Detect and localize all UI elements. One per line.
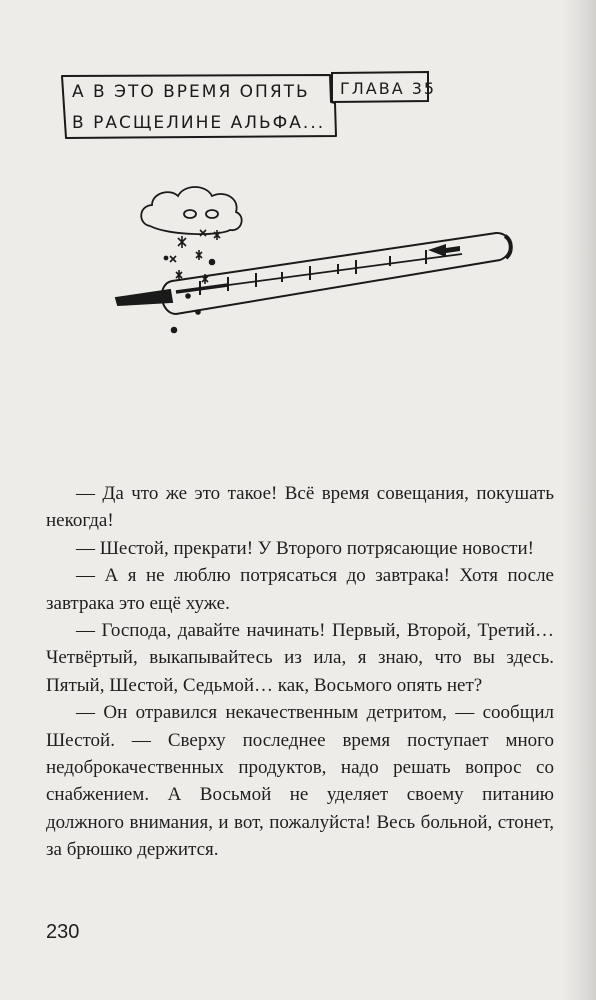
chapter-label: ГЛАВА 35: [340, 79, 437, 98]
caption-line-1: А В ЭТО ВРЕМЯ ОПЯТЬ: [72, 82, 310, 102]
caption-line-2: В РАСЩЕЛИНЕ АЛЬФА...: [72, 113, 326, 133]
thermometer-icon: [116, 233, 511, 314]
body-text: [46, 480, 554, 864]
paragraph: — А я не люблю потрясаться до завтрака! Хотя после завтрака это ещё хуже.: [46, 565, 554, 614]
paragraph: — Да что же это такое! Всё время совещания, покушать некогда!: [46, 483, 554, 532]
paragraph: — Шестой, прекрати! У Второго потрясающие новости!: [76, 537, 534, 559]
cloud-icon: [141, 187, 241, 234]
paragraph: — Он отравился некачественным детритом, — сообщил Шестой. — Сверху последнее время поступает много недоброкачественных продуктов, надо решать вопрос со снабжением. А Восьмой не уделяет своему питанию должного внимания, и вот, пожалуйста! Весь больной, стонет, за брюшко держится.: [46, 702, 554, 861]
chapter-illustration: [0, 0, 596, 360]
paragraph: — Господа, давайте начинать! Первый, Второй, Третий… Четвёртый, выкапывайтесь из ила, я знаю, что вы здесь. Пятый, Шестой, Седьмой… как, Восьмого опять нет?: [46, 620, 554, 696]
page-number: 230: [46, 921, 80, 943]
